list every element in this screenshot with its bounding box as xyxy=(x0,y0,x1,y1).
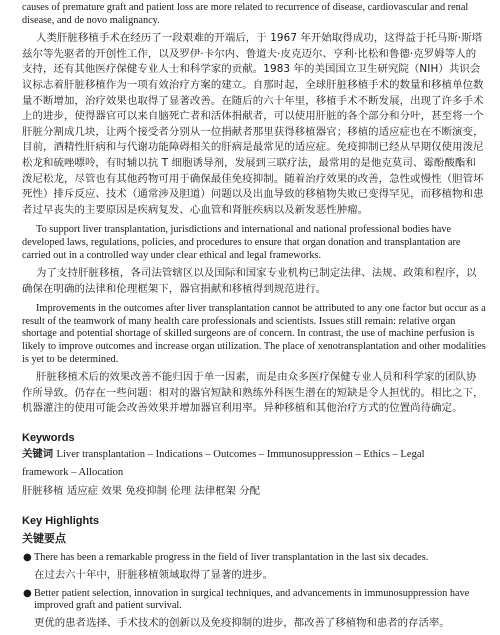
highlights-heading-zh: 关键要点 xyxy=(22,532,66,546)
highlight-text-en: There has been a remarkable progress in the field of liver transplantation in the last six decades. xyxy=(34,552,429,564)
improvement-paragraph-en: Improvements in the outcomes after liver transplantation cannot be attributed to any one factor but occur as a result of the teamwork of many health care professionals and scientists. Issues still remain: relative organ shortage and potential shortage of skilled surgeons are of concern. In contrast, the use of machine perfusion is likely to improve outcomes and increase organ utilization. The place of xenotransplantation and other modalities is yet to be determined. xyxy=(22,303,486,365)
keywords-line xyxy=(22,445,486,464)
keywords-list-en-continued: framework – Allocation xyxy=(22,467,124,479)
keywords-list-zh: 肝脏移植 适应症 效果 免疫抑制 伦理 法律框架 分配 xyxy=(22,485,261,498)
highlight-text-en: Better patient selection, innovation in surgical techniques, and advancements in immunosuppression have improved graft and patient survival. xyxy=(34,587,470,612)
bullet-icon: ● xyxy=(23,587,32,599)
highlight-item xyxy=(22,588,486,631)
highlights-list xyxy=(22,552,486,631)
top-fragment-paragraph: causes of premature graft and patient loss are more related to recurrence of disease, cardiovascular and renal disease, and de novo malignancy. xyxy=(22,2,469,26)
improvement-paragraph-zh: 肝脏移植术后的效果改善不能归因于单一因素，而是由众多医疗保健专业人员和科学家的团队协作所导致。仍存在一些问题：相对的器官短缺和熟练外科医生潜在的短缺是令人担忧的。相比之下，机器灌注的使用可能会改善效果并增加器官利用率。异种移植和其他治疗方式的位置尚待确定。 xyxy=(22,371,484,415)
keywords-list-en: Liver transplantation – Indications – Outcomes – Immunosuppression – Ethics – Legal xyxy=(56,449,425,461)
highlights-heading: Key Highlights xyxy=(22,515,100,528)
regulation-paragraph-zh: 为了支持肝脏移植，各司法管辖区以及国际和国家专业机构已制定法律、法规、政策和程序，以确保在明确的法律和伦理框架下，器官捐献和移植得到规范进行。 xyxy=(22,267,477,295)
keywords-heading: Keywords xyxy=(22,432,75,445)
regulation-paragraph-en: To support liver transplantation, jurisdictions and international and national professional bodies have developed laws, regulations, policies, and procedures to ensure that organ donation and transplantation are carried out in a controlled way under clear ethical and legal frameworks. xyxy=(22,224,461,261)
keywords-label-zh: 关键词 xyxy=(22,448,54,461)
highlight-item xyxy=(22,552,486,583)
bullet-icon: ● xyxy=(23,552,32,564)
highlight-text-zh: 更优的患者选择、手术技术的创新以及免疫抑制的进步，都改善了移植物和患者的存活率。 xyxy=(34,616,450,629)
history-paragraph-zh: 人类肝脏移植手术在经历了一段艰难的开端后，于 1967 年开始取得成功，这得益于托马斯·斯塔兹尔等先驱者的开创性工作，以及罗伊·卡尔内、鲁道夫·皮克迈尔、亨利·比松和鲁德·克罗姆等人的支持，还有其他医疗保健专业人士和科学家的贡献。1983 年的美国国立卫生研究院（NIH）共识会议标志着肝脏移植作为一项有效治疗方案的建立。自那时起，全球肝脏移植手术的数量和移植单位数量不断增加，治疗效果也取得了显著改善。在随后的六十年里，移植手术不断发展，出现了许多手术上的进步，使得器官可以来自脑死亡者和活体捐献者，可以使用肝脏的各个部分和分叶，甚至将一个肝脏分割成几块，让两个接受者分别从一位捐献者那里获得移植器官；移植的适应症也在不断演变，目前，酒精性肝病和与代谢功能障碍相关的肝病是最常见的适应症。免疫抑制已经从早期仅使用泼尼松龙和硫唑嘌呤，有时辅以抗 T 细胞诱导剂，发展到三联疗法，最常用的是他克莫司、霉酚酸酯和泼尼松龙，尽管也有其他药物可用于确保最佳免疫抑制。随着治疗效果的改善，急性或慢性（胆管坏死性）排斥反应、技术（通常涉及胆道）问题以及出血导致的移植物失败已变得罕见，而移植物和患者过早丧失的主要原因是疾病复发、心血管和肾脏疾病以及新发恶性肿瘤。 xyxy=(22,32,484,216)
highlight-text-zh: 在过去六十年中，肝脏移植领域取得了显著的进步。 xyxy=(34,568,273,581)
